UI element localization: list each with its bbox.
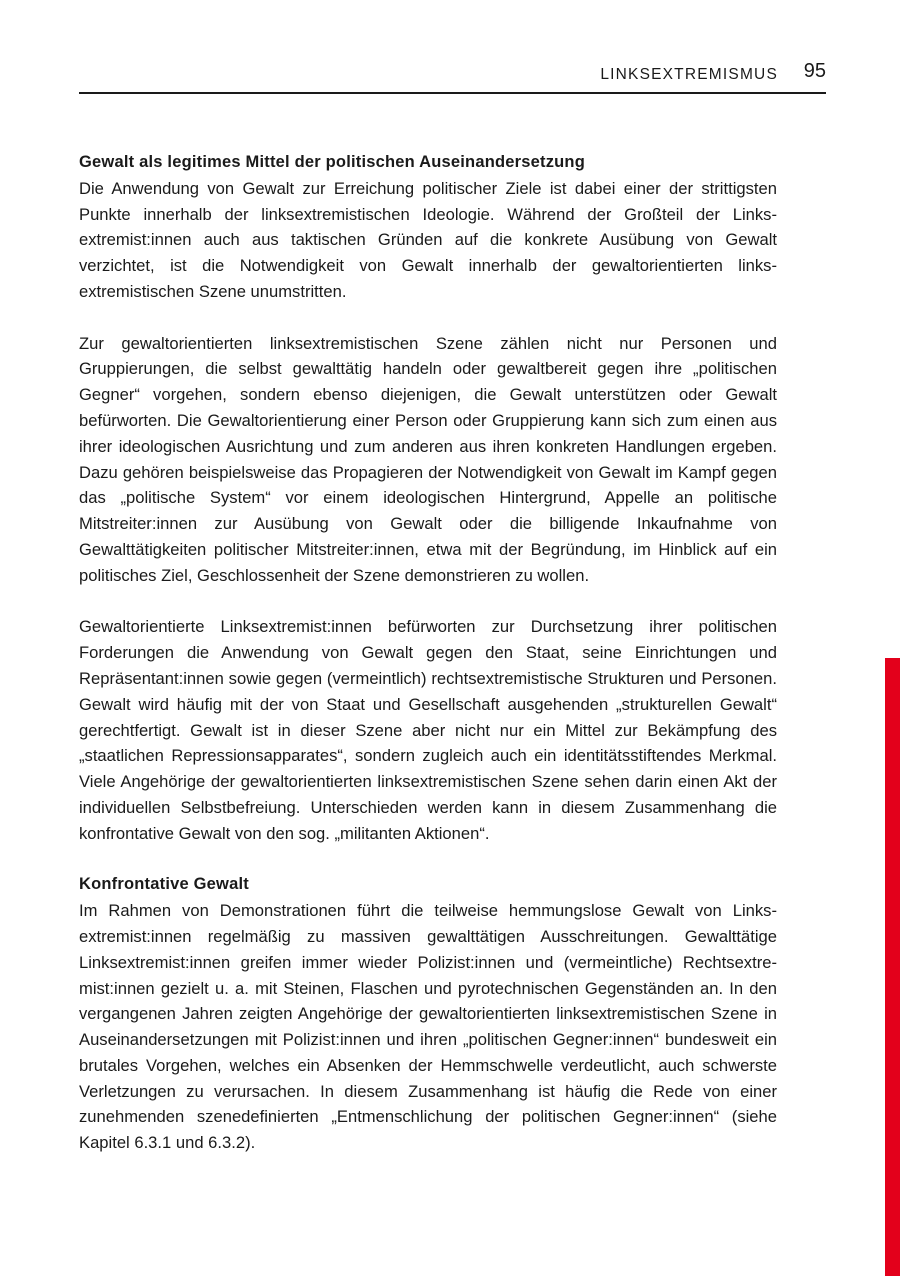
paragraph-gap [79, 305, 777, 331]
paragraph: Im Rahmen von Demonstrationen führt die teilweise hemmungslose Gewalt von Linksextremist:innen regelmäßig zu massiven gewalttätigen Ausschreitungen. Gewalttätige Linksextremist:innen greifen immer wieder Polizist:innen und (vermeintliche) Rechtsextremist:innen gezielt u. a. mit Steinen, Flaschen und pyrotechnischen Gegenständen an. In den vergangenen Jahren zeigten Angehörige der gewaltorientierten linksextremistischen Szene in Auseinandersetzungen mit Polizist:innen und ihren „politischen Gegner:innen“ bundesweit ein brutales Vorgehen, welches ein Absenken der Hemmschwelle verdeutlicht, auch schwerste Verletzungen zu verursachen. In diesem Zusammenhang ist häufig die Rede von einer zunehmenden szenedefinierten „Entmenschlichung der politischen Gegner:innen“ (siehe Kapitel 6.3.1 und 6.3.2). [79, 901, 777, 1153]
paragraph: Die Anwendung von Gewalt zur Erreichung politischer Ziele ist dabei einer der strittigsten Punkte innerhalb der linksextremistischen Ideologie. Während der Großteil der Linksextremist:innen auch aus taktischen Gründen auf die konkrete Ausübung von Gewalt verzichtet, ist die Notwendigkeit von Gewalt innerhalb der gewaltorientierten linksextremistischen Szene unumstritten. [79, 178, 777, 301]
chapter-marker-bar [885, 658, 900, 1276]
paragraph-gap [79, 847, 777, 873]
running-title: LINKSEXTREMISMUS [600, 66, 778, 83]
running-header [79, 58, 826, 94]
paragraph: Zur gewaltorientierten linksextremistischen Szene zählen nicht nur Personen und Gruppierungen, die selbst gewalttätig handeln oder gewaltbereit gegen ihre „politischen Gegner“ vorgehen, sondern ebenso diejenigen, die Gewalt unterstützen oder Gewalt befürworten. Die Gewaltorientierung einer Person oder Gruppierung kann sich zum einen aus ihrer ideologischen Ausrichtung und zum anderen aus ihren konkreten Handlungen ergeben. Dazu gehören beispielsweise das Propagieren der Notwendigkeit von Gewalt im Kampf gegen das „politische System“ vor einem ideologischen Hintergrund, Appelle an politische Mitstreiter:innen zur Ausübung von Gewalt oder die billigende Inkaufnahme von Gewalttätigkeiten politischer Mitstreiter:innen, etwa mit der Begründung, im Hinblick auf ein politisches Ziel, Geschlossenheit der Szene demonstrieren zu wollen. [79, 333, 777, 585]
page-number: 95 [803, 60, 826, 82]
page-body [79, 150, 777, 1156]
section-heading: Konfrontative Gewalt [79, 875, 249, 894]
paragraph: Gewaltorientierte Linksextremist:innen befürworten zur Durchsetzung ihrer politischen Forderungen die Anwendung von Gewalt gegen den Staat, seine Einrichtungen und Repräsentant:innen sowie gegen (vermeintlich) rechtsextremistische Strukturen und Personen. Gewalt wird häufig mit der von Staat und Gesellschaft ausgehenden „strukturellen Gewalt“ gerechtfertigt. Gewalt ist in dieser Szene aber nicht nur ein Mittel zur Bekämpfung des „staatlichen Repressionsapparates“, sondern zugleich auch ein identitätsstiftendes Merkmal. Viele Angehörige der gewaltorientierten linksextremistischen Szene sehen darin einen Akt der individuellen Selbstbefreiung. Unterschieden werden kann in diesem Zusammenhang die konfrontative Gewalt von den sog. „militanten Aktionen“. [79, 617, 777, 843]
section-heading: Gewalt als legitimes Mittel der politischen Auseinandersetzung [79, 153, 585, 171]
paragraph-gap [79, 589, 777, 615]
